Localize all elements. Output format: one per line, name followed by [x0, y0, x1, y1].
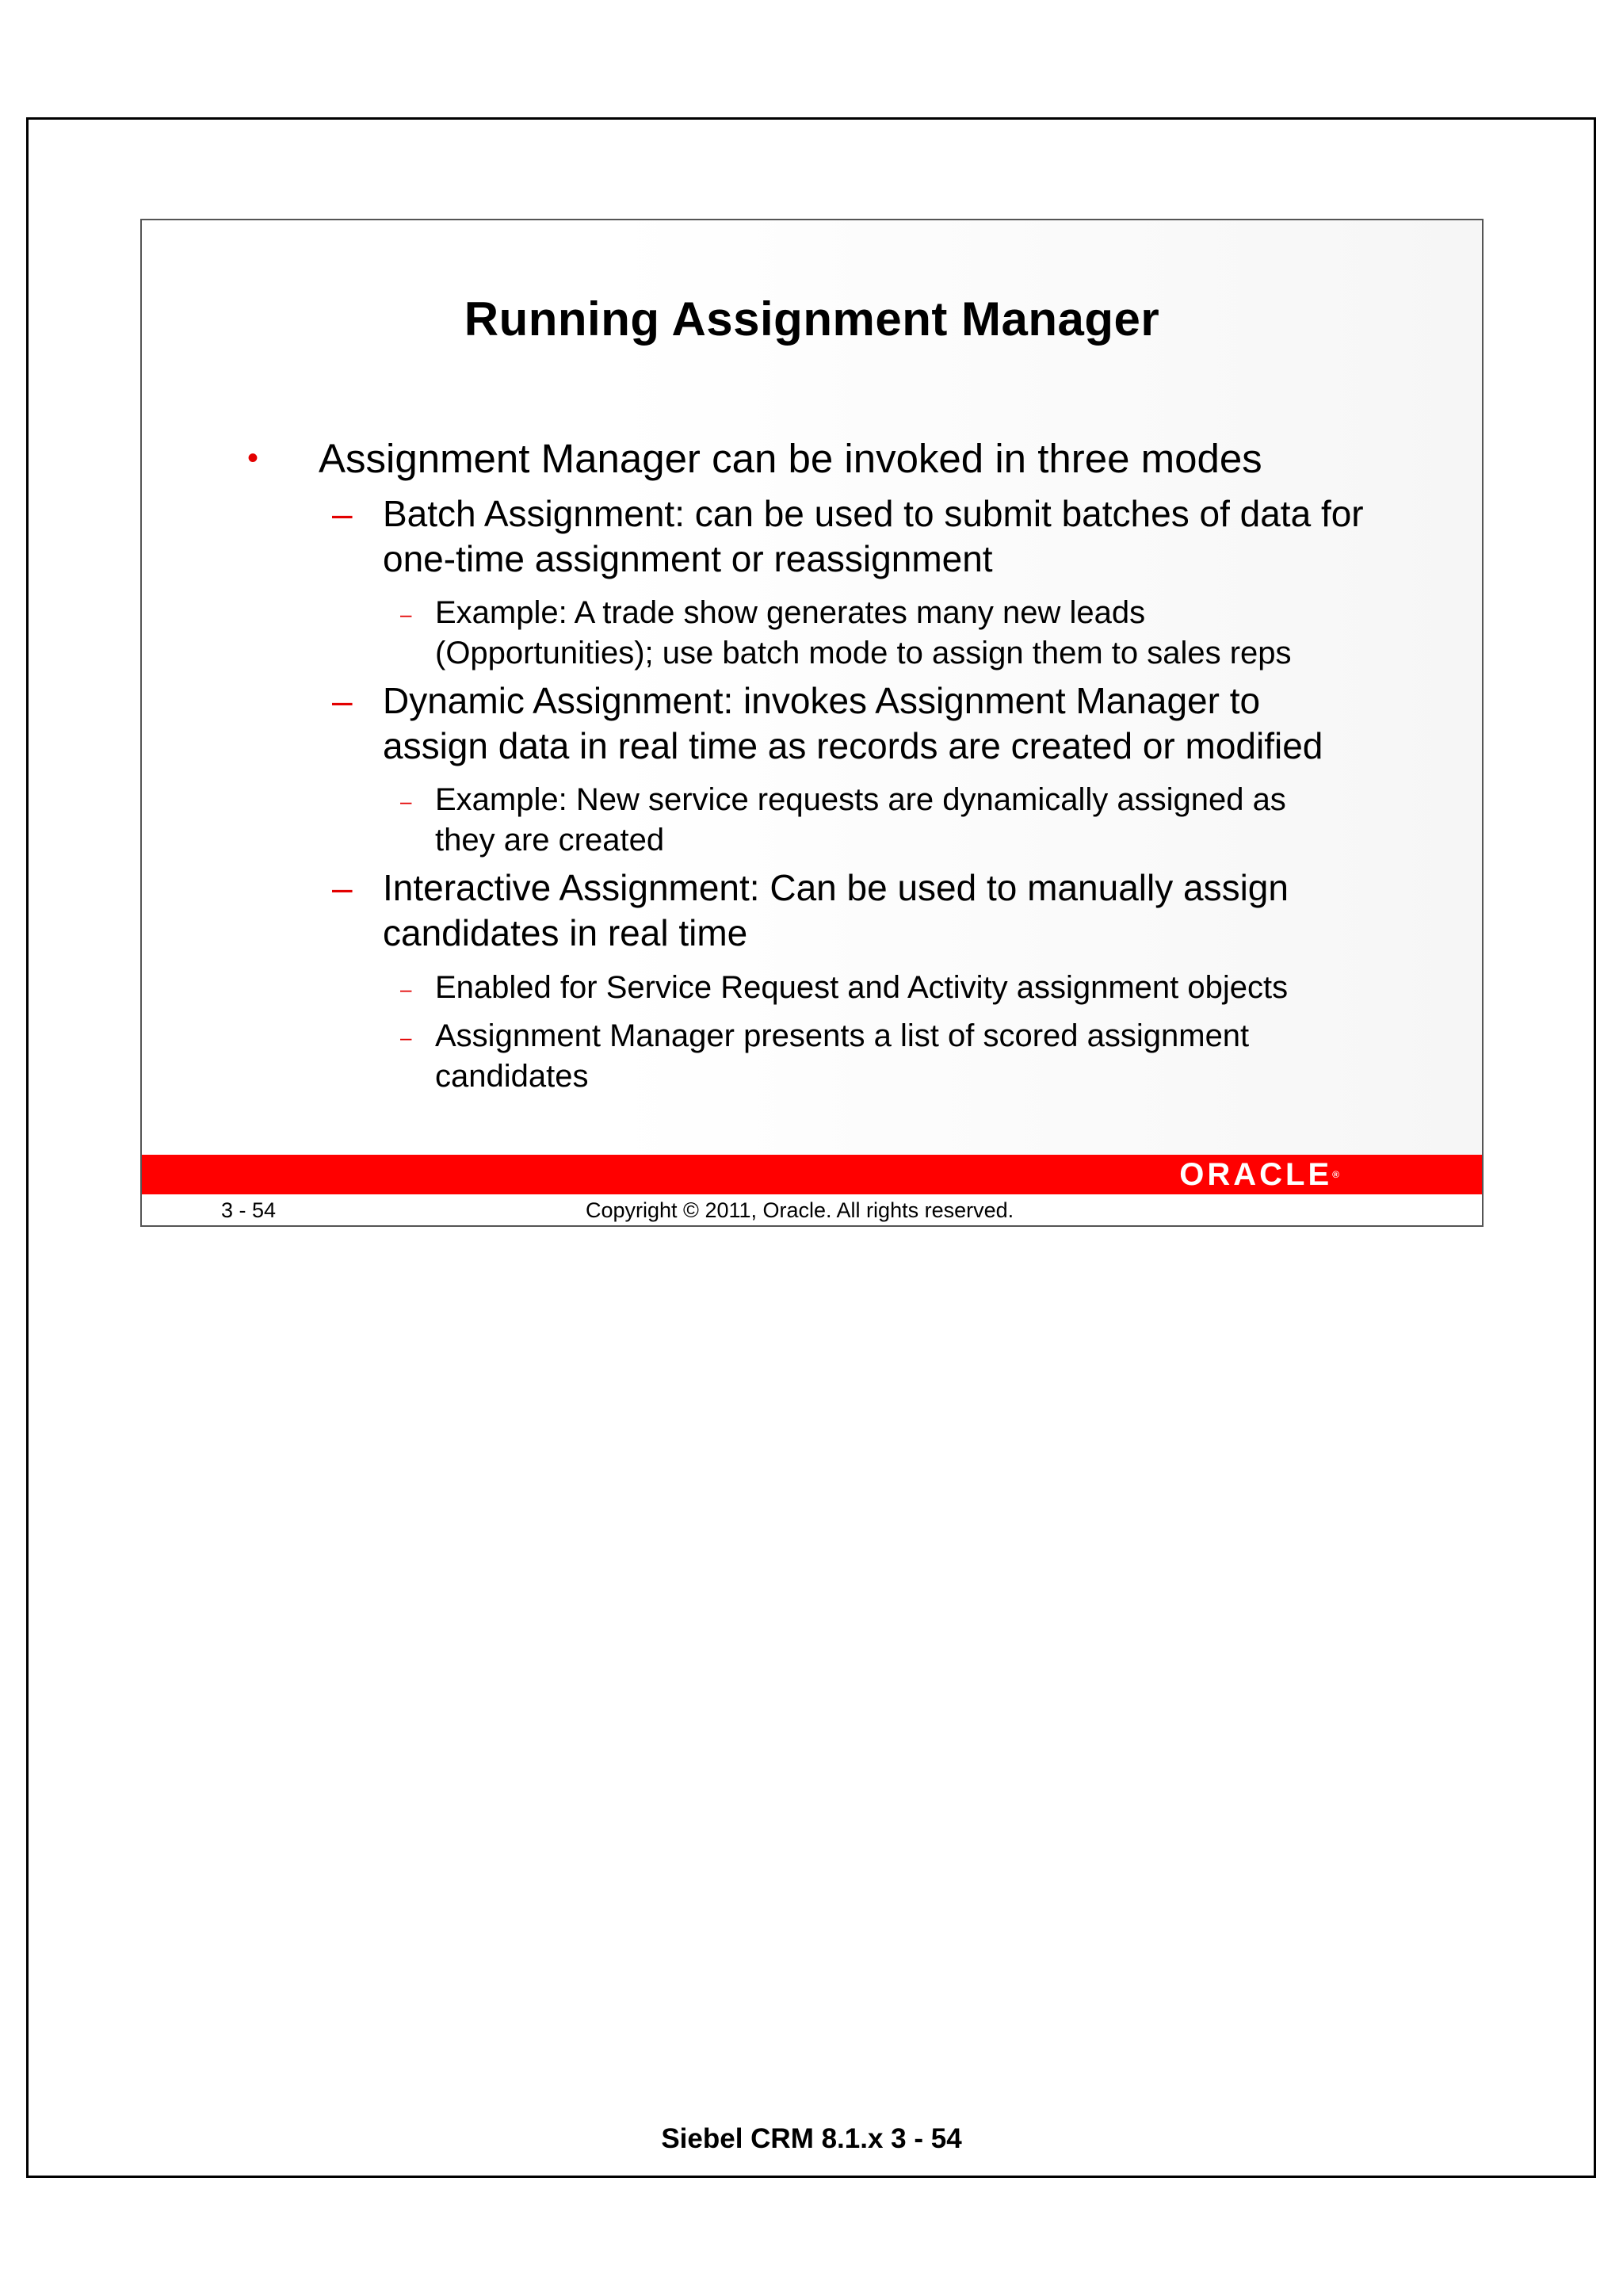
slide-footer: [142, 1194, 1482, 1227]
logo-mark: ®: [1332, 1169, 1339, 1180]
bullet-marker: •: [247, 441, 259, 476]
bullet-marker: –: [332, 493, 353, 534]
bullet-marker: –: [400, 789, 412, 813]
bullet-item: [332, 678, 1261, 724]
bullet-text: candidates in real time: [383, 912, 748, 953]
brand-bar: [142, 1155, 1482, 1194]
bullet-item: [400, 1016, 1250, 1056]
bullet-text: Assignment Manager can be invoked in three modes: [319, 436, 1262, 481]
bullet-text: assign data in real time as records are created or modified: [383, 725, 1323, 766]
slide: [140, 219, 1484, 1227]
bullet-text: Assignment Manager presents a list of scored assignment: [435, 1018, 1250, 1053]
bullet-item: [383, 537, 993, 582]
bullet-item: [400, 968, 1289, 1008]
bullet-text: Example: A trade show generates many new leads: [435, 595, 1146, 630]
bullet-text: Example: New service requests are dynamically assigned as: [435, 782, 1286, 817]
bullet-item: [400, 780, 1286, 820]
slide-body: [142, 220, 1482, 1155]
bullet-item: [247, 436, 1262, 481]
logo-text: ORACLE: [1179, 1157, 1333, 1192]
bullet-marker: –: [400, 977, 412, 1001]
bullet-text: Interactive Assignment: Can be used to manually assign: [383, 867, 1289, 908]
page-footer: Siebel CRM 8.1.x 3 - 54: [661, 2123, 962, 2154]
bullet-text: Enabled for Service Request and Activity assignment objects: [435, 970, 1289, 1005]
bullet-marker: –: [332, 680, 353, 721]
bullet-item: [383, 724, 1323, 769]
bullet-item: [435, 820, 664, 861]
bullet-item: [435, 1056, 588, 1097]
bullet-text: Dynamic Assignment: invokes Assignment Manager to: [383, 680, 1261, 721]
bullet-item: [332, 865, 1289, 911]
bullet-text: candidates: [435, 1059, 589, 1094]
bullet-text: (Opportunities); use batch mode to assign them to sales reps: [435, 636, 1292, 670]
bullet-text: they are created: [435, 823, 665, 858]
copyright-text: Copyright © 2011, Oracle. All rights reserved.: [586, 1198, 1014, 1222]
oracle-logo: [1179, 1157, 1339, 1192]
bullet-marker: –: [332, 867, 353, 908]
slide-number: 3 - 54: [221, 1198, 277, 1222]
bullet-item: [400, 593, 1146, 633]
bullet-item: [332, 491, 1364, 537]
bullet-text: one-time assignment or reassignment: [383, 538, 993, 579]
bullet-item: [435, 633, 1292, 674]
bullet-item: [383, 911, 747, 956]
bullet-marker: –: [400, 602, 412, 626]
slide-title: Running Assignment Manager: [464, 292, 1160, 346]
bullet-text: Batch Assignment: can be used to submit batches of data for: [383, 493, 1364, 534]
bullet-marker: –: [400, 1026, 412, 1049]
